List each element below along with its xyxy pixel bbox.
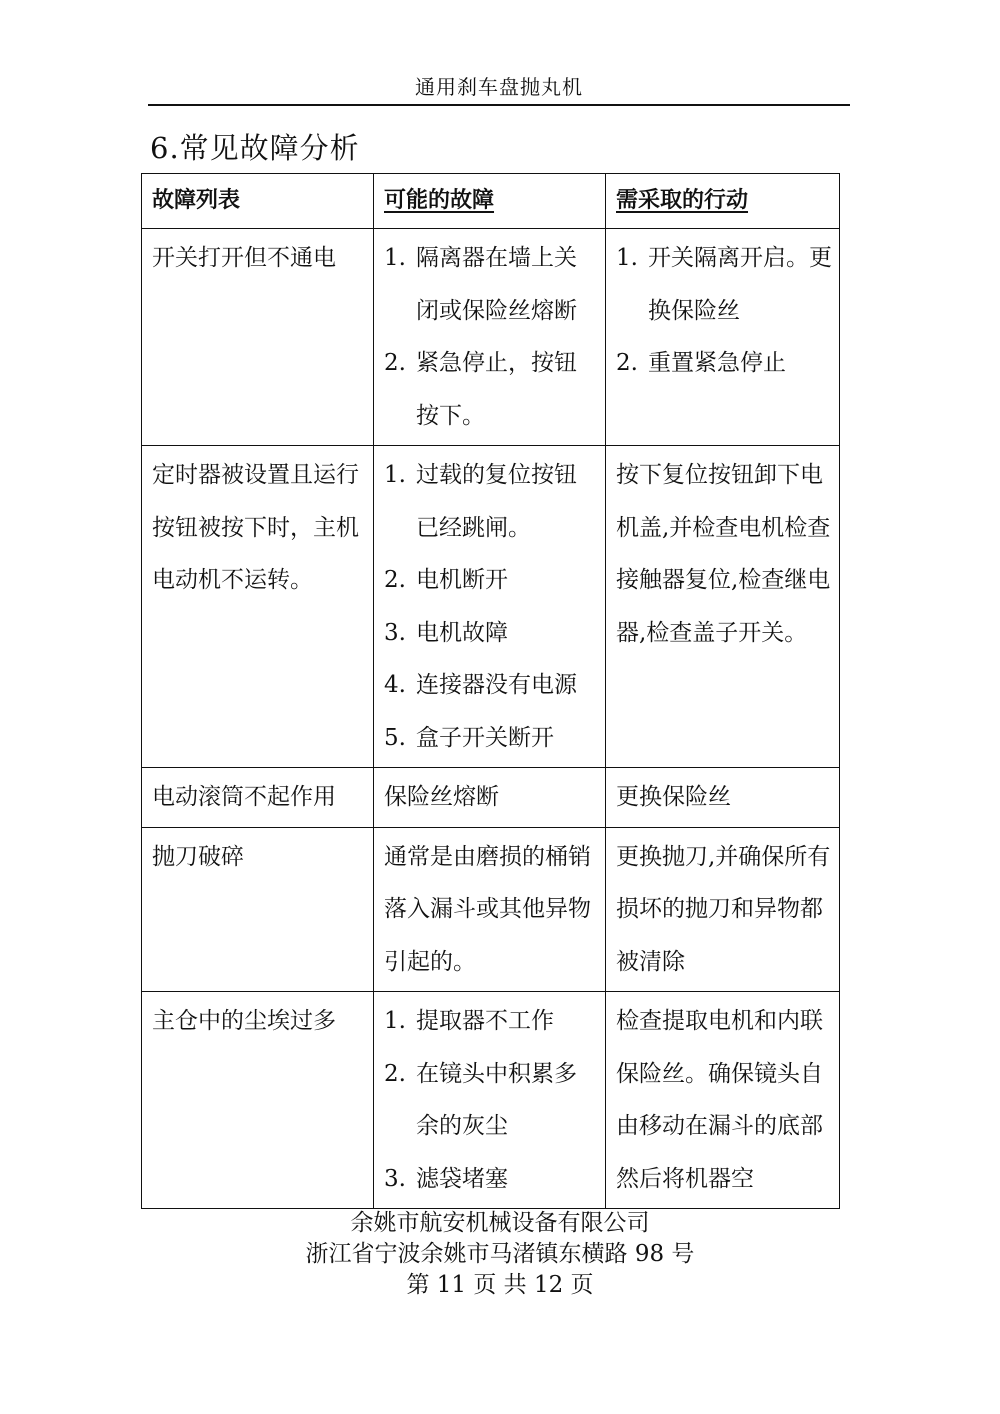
header-title: 通用刹车盘抛丸机 xyxy=(415,75,583,99)
header-fault-list: 故障列表 xyxy=(142,174,374,229)
list-item: 1. 隔离器在墙上关闭或保险丝熔断 xyxy=(384,245,577,324)
actions-cell: 检查提取电机和内联保险丝。确保镜头自由移动在漏斗的底部然后将机器空 xyxy=(606,992,840,1209)
list-item: 2. 紧急停止，按钮按下。 xyxy=(384,350,577,429)
table-header-row xyxy=(142,174,840,229)
fault-cell: 主仓中的尘埃过多 xyxy=(142,992,374,1209)
list-item: 4. 连接器没有电源 xyxy=(384,672,577,698)
list-item: 2. 电机断开 xyxy=(384,567,508,593)
list-item: 2. 重置紧急停止 xyxy=(616,350,786,376)
causes-cell: 保险丝熔断 xyxy=(374,768,606,828)
actions-cell xyxy=(606,229,840,446)
causes-cell: 通常是由磨损的桶销落入漏斗或其他异物引起的。 xyxy=(374,827,606,992)
footer-address: 浙江省宁波余姚市马渚镇东横路 98 号 xyxy=(305,1241,695,1267)
list-item: 2. 在镜头中积累多余的灰尘 xyxy=(384,1060,577,1139)
fault-cell: 开关打开但不通电 xyxy=(142,229,374,446)
actions-cell: 更换保险丝 xyxy=(606,768,840,828)
causes-cell xyxy=(374,446,606,768)
list-item: 3. 滤袋堵塞 xyxy=(384,1165,508,1192)
section-title: 6.常见故障分析 xyxy=(150,131,360,165)
fault-cell: 电动滚筒不起作用 xyxy=(142,768,374,828)
header-actions: 需采取的行动 xyxy=(606,174,840,229)
list-item: 3. 电机故障 xyxy=(384,619,508,646)
table-row xyxy=(142,827,840,992)
footer-company: 余姚市航安机械设备有限公司 xyxy=(350,1210,650,1236)
page-number: 第 11 页 共 12 页 xyxy=(406,1272,594,1298)
fault-cell: 定时器被设置且运行按钮被按下时，主机电动机不运转。 xyxy=(142,446,374,768)
actions-cell: 更换抛刀,并确保所有损坏的抛刀和异物都被清除 xyxy=(606,827,840,992)
fault-analysis-table xyxy=(141,173,840,1209)
list-item: 1. 提取器不工作 xyxy=(384,1008,554,1034)
causes-cell xyxy=(374,229,606,446)
list-item: 5. 盒子开关断开 xyxy=(384,724,554,751)
list-item: 1. 过载的复位按钮已经跳闸。 xyxy=(384,462,577,541)
table-row xyxy=(142,768,840,828)
causes-cell xyxy=(374,992,606,1209)
fault-cell: 抛刀破碎 xyxy=(142,827,374,992)
table-row xyxy=(142,229,840,446)
actions-cell: 按下复位按钮卸下电机盖,并检查电机检查接触器复位,检查继电器,检查盖子开关。 xyxy=(606,446,840,768)
page-header xyxy=(148,70,850,106)
table-row xyxy=(142,992,840,1209)
list-item: 1. 开关隔离开启。更换保险丝 xyxy=(616,245,832,324)
header-possible-causes: 可能的故障 xyxy=(374,174,606,229)
table-row xyxy=(142,446,840,768)
